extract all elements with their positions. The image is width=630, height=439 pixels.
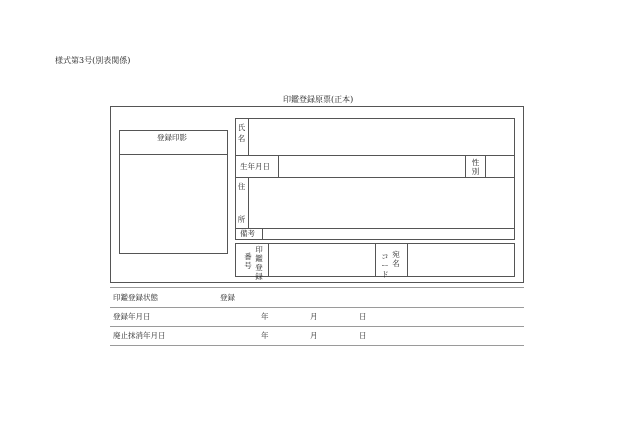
abolition-day-unit: 日 bbox=[359, 331, 367, 340]
remarks-label-divider bbox=[262, 228, 263, 240]
code-left-divider bbox=[375, 243, 376, 277]
address-label-1: 住 bbox=[237, 182, 246, 191]
status-row-label: 印鑑登録状態 bbox=[113, 293, 158, 302]
gender-label-2: 別 bbox=[471, 167, 480, 176]
address-label-divider bbox=[248, 177, 249, 228]
seal-number-label-col2: 印鑑登録 bbox=[255, 245, 263, 281]
personal-info-grid bbox=[235, 118, 515, 240]
seal-impression-label: 登録印影 bbox=[157, 133, 187, 142]
abolition-month-unit: 月 bbox=[310, 331, 318, 340]
address-label-2: 所 bbox=[237, 215, 246, 224]
registration-month-unit: 月 bbox=[310, 312, 318, 321]
registration-year-unit: 年 bbox=[261, 312, 269, 321]
address-code-label-col1: コード bbox=[381, 252, 389, 279]
seal-number-label-col1: 番号 bbox=[244, 252, 252, 270]
seal-impression-divider bbox=[119, 154, 228, 155]
name-label-1: 氏 bbox=[237, 123, 246, 132]
status-row-value: 登録 bbox=[220, 293, 235, 302]
grid-line-2 bbox=[235, 177, 515, 178]
status-table-top bbox=[110, 287, 524, 288]
status-table-line-1 bbox=[110, 307, 524, 308]
gender-right-divider bbox=[485, 155, 486, 177]
registration-date-label: 登録年月日 bbox=[113, 312, 151, 321]
gender-label-1: 性 bbox=[471, 158, 480, 167]
abolition-date-label: 廃止抹消年月日 bbox=[113, 331, 166, 340]
registration-day-unit: 日 bbox=[359, 312, 367, 321]
abolition-year-unit: 年 bbox=[261, 331, 269, 340]
gender-left-divider bbox=[465, 155, 466, 177]
name-label-2: 名 bbox=[237, 134, 246, 143]
seal-number-divider bbox=[268, 243, 269, 277]
birthdate-label: 生年月日 bbox=[240, 162, 270, 171]
remarks-label: 備考 bbox=[240, 229, 255, 238]
grid-line-1 bbox=[235, 155, 515, 156]
status-table-line-2 bbox=[110, 326, 524, 327]
birthdate-label-divider bbox=[278, 155, 279, 177]
status-table-bottom bbox=[110, 345, 524, 346]
form-title: 印鑑登録原票(正本) bbox=[283, 95, 354, 104]
address-code-label-col2: 宛名 bbox=[392, 250, 400, 268]
grid-line-3 bbox=[235, 228, 515, 229]
name-label-divider bbox=[248, 118, 249, 155]
code-right-divider bbox=[407, 243, 408, 277]
form-number: 様式第3号(別表関係) bbox=[55, 56, 131, 65]
seal-impression-box bbox=[119, 130, 228, 254]
